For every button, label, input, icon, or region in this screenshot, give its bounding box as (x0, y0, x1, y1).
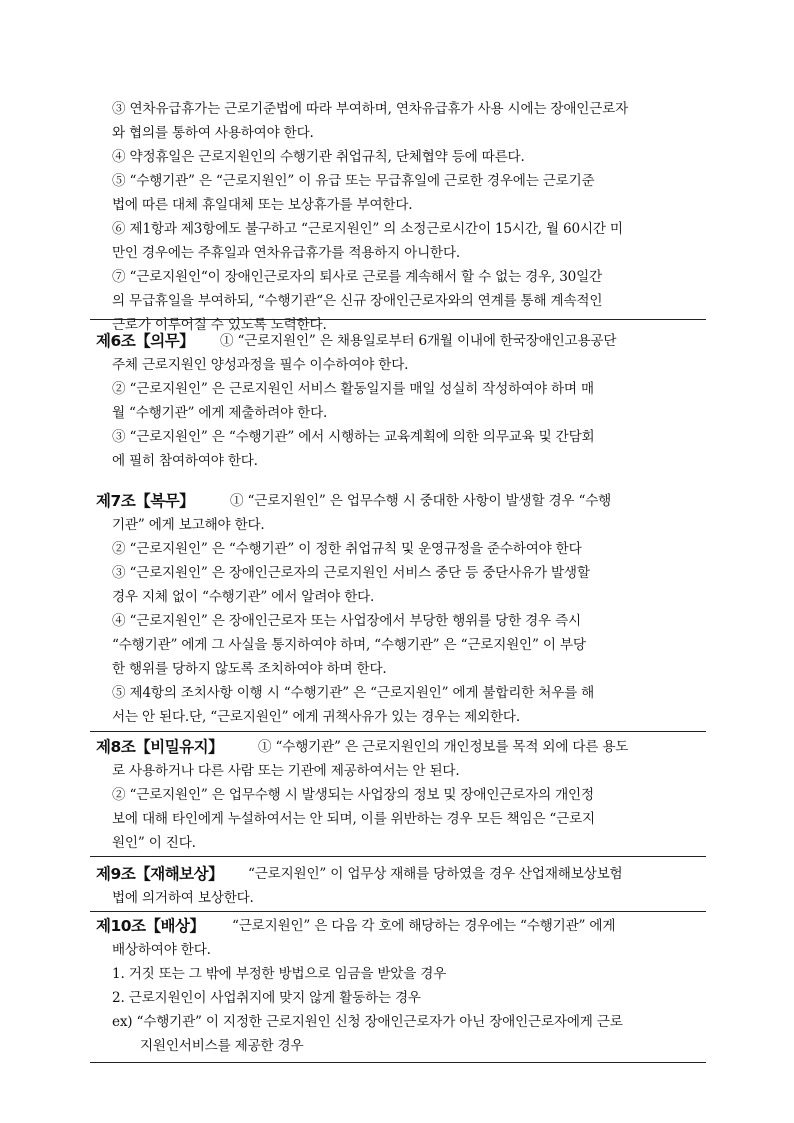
list-item: ex) “수행기관” 이 지정한 근로지원인 신청 장애인근로자가 아닌 장애인근로자에게 근로 (112, 1014, 623, 1030)
text-line: 근로가 이루어질 수 있도록 노력한다. (112, 317, 327, 333)
text-line: ② “근로지원인” 은 “수행기관” 이 정한 취업규칙 및 운영규정을 준수하여야 한다 (112, 541, 582, 557)
text-line: ⑤ “수행기관” 은 “근로지원인” 이 유급 또는 무급휴일에 근로한 경우에는 근로기준 (112, 173, 595, 189)
text-line: ④ “근로지원인” 은 장애인근로자 또는 사업장에서 부당한 행위를 당한 경우 즉시 (112, 613, 581, 629)
text-line: 기관” 에게 보고해야 한다. (112, 517, 265, 533)
list-item: 1. 거짓 또는 그 밖에 부정한 방법으로 임금을 받았을 경우 (112, 966, 447, 982)
text-line: 원인” 이 진다. (112, 835, 196, 851)
text-line: ③ 연차유급휴가는 근로기준법에 따라 부여하며, 연차유급휴가 사용 시에는 장애인근로자 (112, 101, 629, 117)
text-line: 만인 경우에는 주휴일과 연차유급휴가를 적용하지 아니한다. (112, 245, 461, 261)
text-line: 의 무급휴일을 부여하되, “수행기관“은 신규 장애인근로자와의 연계를 통해 계속적인 (112, 293, 603, 309)
text-line: 에 필히 참여하여야 한다. (112, 453, 258, 469)
text-line: ① “근로지원인” 은 업무수행 시 중대한 사항이 발생할 경우 “수행 (230, 493, 612, 509)
text-line: ⑤ 제4항의 조치사항 이행 시 “수행기관” 은 “근로지원인” 에게 불합리한 처우를 해 (112, 685, 595, 701)
text-line: ② “근로지원인” 은 근로지원인 서비스 활동일지를 매일 성실히 작성하여야 하며 매 (112, 381, 594, 397)
section-divider (90, 319, 706, 320)
text-line: “근로지원인” 이 업무상 재해를 당하였을 경우 산업재해보상보험 (248, 866, 623, 882)
text-line: ③ “근로지원인” 은 “수행기관” 에서 시행하는 교육계획에 의한 의무교육 및 간담회 (112, 429, 595, 445)
section-divider (90, 1062, 706, 1063)
text-line: 서는 안 된다.단, “근로지원인” 에게 귀책사유가 있는 경우는 제외한다. (112, 709, 520, 725)
text-line: 로 사용하거나 다른 사람 또는 기관에 제공하여서는 안 된다. (112, 763, 460, 779)
list-item: 2. 근로지원인이 사업취지에 맞지 않게 활동하는 경우 (112, 990, 421, 1006)
article-9-heading: 제9조【재해보상】 (96, 865, 224, 883)
article-10-heading: 제10조【배상】 (96, 917, 205, 935)
text-line: ④ 약정휴일은 근로지원인의 수행기관 취업규칙, 단체협약 등에 따른다. (112, 149, 525, 165)
article-7-heading: 제7조【복무】 (96, 492, 195, 510)
text-line: 지원인서비스를 제공한 경우 (140, 1038, 304, 1054)
text-line: 보에 대해 타인에게 누설하여서는 안 되며, 이를 위반하는 경우 모든 책임은 “근로지 (112, 811, 595, 827)
text-line: 와 협의를 통하여 사용하여야 한다. (112, 125, 314, 141)
text-line: “근로지원인” 은 다음 각 호에 해당하는 경우에는 “수행기관” 에게 (232, 918, 616, 934)
text-line: ⑦ “근로지원인“이 장애인근로자의 퇴사로 근로를 계속해서 할 수 없는 경우, 30일간 (112, 269, 602, 285)
text-line: ① “수행기관” 은 근로지원인의 개인정보를 목적 외에 다른 용도 (258, 739, 629, 755)
article-8-heading: 제8조【비밀유지】 (96, 738, 224, 756)
text-line: 한 행위를 당하지 않도록 조치하여야 하며 한다. (112, 661, 387, 677)
text-line: ⑥ 제1항과 제3항에도 불구하고 “근로지원인” 의 소정근로시간이 15시간, 월 60시간 미 (112, 221, 623, 237)
text-line: ② “근로지원인” 은 업무수행 시 발생되는 사업장의 정보 및 장애인근로자의 개인정 (112, 787, 594, 803)
text-line: 법에 의거하여 보상한다. (112, 890, 254, 906)
text-line: 법에 따른 대체 휴일대체 또는 보상휴가를 부여한다. (112, 197, 413, 213)
text-line: 배상하여야 한다. (112, 942, 211, 958)
section-divider (90, 911, 706, 912)
text-line: ① “근로지원인” 은 채용일로부터 6개월 이내에 한국장애인고용공단 (220, 333, 617, 349)
text-line: 주체 근로지원인 양성과정을 필수 이수하여야 한다. (112, 357, 409, 373)
section-divider (90, 856, 706, 857)
text-line: “수행기관” 에게 그 사실을 통지하여야 하며, “수행기관” 은 “근로지원인” 이 부당 (112, 637, 586, 653)
section-divider (90, 731, 706, 732)
text-line: ③ “근로지원인” 은 장애인근로자의 근로지원인 서비스 중단 등 중단사유가 발생할 (112, 565, 590, 581)
article-6-heading: 제6조【의무】 (96, 332, 195, 350)
text-line: 경우 지체 없이 “수행기관” 에서 알려야 한다. (112, 589, 375, 605)
text-line: 월 “수행기관” 에게 제출하려야 한다. (112, 405, 328, 421)
